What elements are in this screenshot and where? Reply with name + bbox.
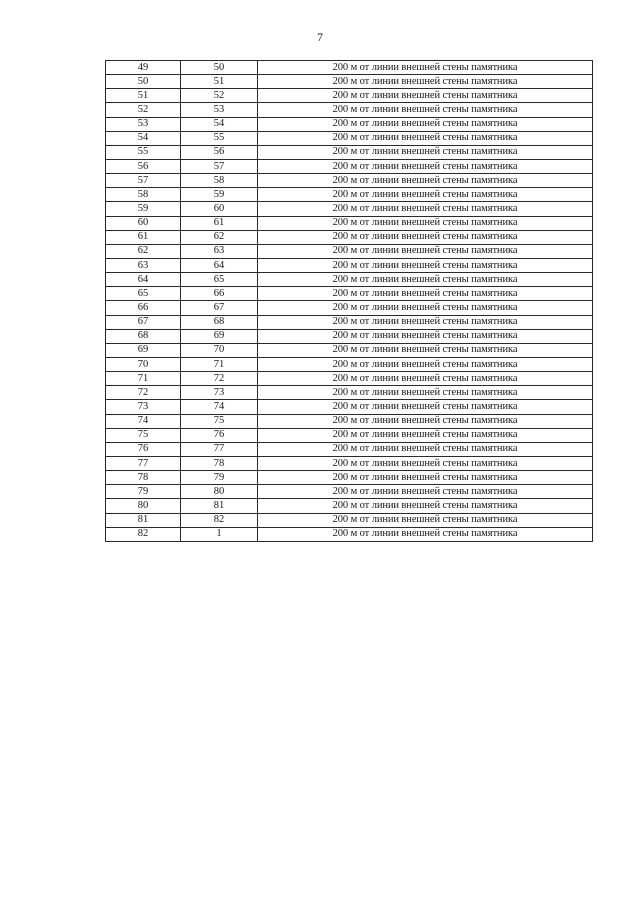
cell-boundary-description: 200 м от линии внешней стены памятника <box>258 386 593 400</box>
table-row <box>106 428 593 442</box>
cell-point-from: 69 <box>106 343 181 357</box>
cell-point-to: 82 <box>181 513 258 527</box>
cell-point-from: 53 <box>106 117 181 131</box>
cell-point-from: 62 <box>106 244 181 258</box>
cell-boundary-description: 200 м от линии внешней стены памятника <box>258 117 593 131</box>
cell-boundary-description: 200 м от линии внешней стены памятника <box>258 456 593 470</box>
table-row <box>106 89 593 103</box>
cell-point-to: 56 <box>181 145 258 159</box>
cell-point-to: 1 <box>181 527 258 541</box>
cell-point-to: 70 <box>181 343 258 357</box>
cell-point-to: 71 <box>181 357 258 371</box>
cell-point-from: 74 <box>106 414 181 428</box>
table-row <box>106 159 593 173</box>
table-row <box>106 329 593 343</box>
cell-point-to: 79 <box>181 471 258 485</box>
cell-boundary-description: 200 м от линии внешней стены памятника <box>258 301 593 315</box>
cell-boundary-description: 200 м от линии внешней стены памятника <box>258 103 593 117</box>
cell-boundary-description: 200 м от линии внешней стены памятника <box>258 188 593 202</box>
cell-point-from: 76 <box>106 442 181 456</box>
cell-point-from: 71 <box>106 372 181 386</box>
cell-point-to: 74 <box>181 400 258 414</box>
table-row <box>106 174 593 188</box>
cell-point-to: 59 <box>181 188 258 202</box>
cell-point-to: 67 <box>181 301 258 315</box>
cell-point-from: 57 <box>106 174 181 188</box>
cell-point-from: 81 <box>106 513 181 527</box>
cell-boundary-description: 200 м от линии внешней стены памятника <box>258 442 593 456</box>
table-body <box>106 61 593 542</box>
cell-point-to: 69 <box>181 329 258 343</box>
cell-point-from: 73 <box>106 400 181 414</box>
cell-point-to: 50 <box>181 61 258 75</box>
cell-boundary-description: 200 м от линии внешней стены памятника <box>258 471 593 485</box>
cell-boundary-description: 200 м от линии внешней стены памятника <box>258 89 593 103</box>
table-row <box>106 442 593 456</box>
cell-point-from: 58 <box>106 188 181 202</box>
table-row <box>106 287 593 301</box>
cell-boundary-description: 200 м от линии внешней стены памятника <box>258 499 593 513</box>
cell-point-from: 66 <box>106 301 181 315</box>
cell-boundary-description: 200 м от линии внешней стены памятника <box>258 428 593 442</box>
table-row <box>106 513 593 527</box>
table-row <box>106 273 593 287</box>
cell-point-from: 67 <box>106 315 181 329</box>
table-row <box>106 343 593 357</box>
cell-point-from: 49 <box>106 61 181 75</box>
cell-point-to: 75 <box>181 414 258 428</box>
table-row <box>106 485 593 499</box>
cell-point-from: 82 <box>106 527 181 541</box>
table-row <box>106 244 593 258</box>
cell-point-from: 75 <box>106 428 181 442</box>
cell-point-to: 54 <box>181 117 258 131</box>
table-row <box>106 216 593 230</box>
cell-boundary-description: 200 м от линии внешней стены памятника <box>258 527 593 541</box>
table-row <box>106 400 593 414</box>
table-row <box>106 315 593 329</box>
cell-point-from: 64 <box>106 273 181 287</box>
cell-point-to: 55 <box>181 131 258 145</box>
table-row <box>106 145 593 159</box>
cell-boundary-description: 200 м от линии внешней стены памятника <box>258 287 593 301</box>
cell-boundary-description: 200 м от линии внешней стены памятника <box>258 400 593 414</box>
cell-point-to: 68 <box>181 315 258 329</box>
cell-boundary-description: 200 м от линии внешней стены памятника <box>258 244 593 258</box>
cell-boundary-description: 200 м от линии внешней стены памятника <box>258 329 593 343</box>
cell-boundary-description: 200 м от линии внешней стены памятника <box>258 485 593 499</box>
table-row <box>106 188 593 202</box>
cell-boundary-description: 200 м от линии внешней стены памятника <box>258 131 593 145</box>
table-row <box>106 258 593 272</box>
cell-point-from: 59 <box>106 202 181 216</box>
cell-point-from: 50 <box>106 75 181 89</box>
cell-point-from: 63 <box>106 258 181 272</box>
table-row <box>106 414 593 428</box>
table-row <box>106 75 593 89</box>
cell-point-to: 76 <box>181 428 258 442</box>
table-row <box>106 202 593 216</box>
table-row <box>106 230 593 244</box>
cell-boundary-description: 200 м от линии внешней стены памятника <box>258 216 593 230</box>
cell-point-from: 78 <box>106 471 181 485</box>
table-row <box>106 471 593 485</box>
cell-point-from: 80 <box>106 499 181 513</box>
cell-boundary-description: 200 м от линии внешней стены памятника <box>258 414 593 428</box>
table-row <box>106 357 593 371</box>
cell-point-to: 73 <box>181 386 258 400</box>
cell-point-from: 51 <box>106 89 181 103</box>
cell-point-to: 72 <box>181 372 258 386</box>
table-row <box>106 386 593 400</box>
cell-boundary-description: 200 м от линии внешней стены памятника <box>258 513 593 527</box>
cell-boundary-description: 200 м от линии внешней стены памятника <box>258 230 593 244</box>
cell-point-from: 70 <box>106 357 181 371</box>
table-row <box>106 117 593 131</box>
cell-boundary-description: 200 м от линии внешней стены памятника <box>258 174 593 188</box>
table-row <box>106 301 593 315</box>
cell-point-from: 72 <box>106 386 181 400</box>
cell-point-to: 57 <box>181 159 258 173</box>
cell-boundary-description: 200 м от линии внешней стены памятника <box>258 61 593 75</box>
table-row <box>106 527 593 541</box>
cell-boundary-description: 200 м от линии внешней стены памятника <box>258 372 593 386</box>
cell-point-from: 54 <box>106 131 181 145</box>
cell-boundary-description: 200 м от линии внешней стены памятника <box>258 202 593 216</box>
cell-point-from: 77 <box>106 456 181 470</box>
cell-point-from: 61 <box>106 230 181 244</box>
cell-point-to: 60 <box>181 202 258 216</box>
cell-boundary-description: 200 м от линии внешней стены памятника <box>258 357 593 371</box>
cell-point-to: 80 <box>181 485 258 499</box>
cell-point-to: 52 <box>181 89 258 103</box>
cell-point-to: 51 <box>181 75 258 89</box>
cell-point-to: 58 <box>181 174 258 188</box>
table-row <box>106 131 593 145</box>
cell-point-from: 79 <box>106 485 181 499</box>
cell-point-from: 65 <box>106 287 181 301</box>
cell-point-from: 60 <box>106 216 181 230</box>
cell-point-from: 56 <box>106 159 181 173</box>
cell-point-to: 66 <box>181 287 258 301</box>
cell-point-from: 68 <box>106 329 181 343</box>
cell-boundary-description: 200 м от линии внешней стены памятника <box>258 273 593 287</box>
cell-point-to: 78 <box>181 456 258 470</box>
cell-point-to: 81 <box>181 499 258 513</box>
cell-point-to: 64 <box>181 258 258 272</box>
table-row <box>106 372 593 386</box>
cell-boundary-description: 200 м от линии внешней стены памятника <box>258 159 593 173</box>
cell-boundary-description: 200 м от линии внешней стены памятника <box>258 258 593 272</box>
cell-boundary-description: 200 м от линии внешней стены памятника <box>258 145 593 159</box>
cell-point-from: 55 <box>106 145 181 159</box>
cell-point-to: 53 <box>181 103 258 117</box>
cell-point-from: 52 <box>106 103 181 117</box>
cell-point-to: 65 <box>181 273 258 287</box>
table-row <box>106 456 593 470</box>
cell-point-to: 63 <box>181 244 258 258</box>
cell-boundary-description: 200 м от линии внешней стены памятника <box>258 75 593 89</box>
cell-boundary-description: 200 м от линии внешней стены памятника <box>258 343 593 357</box>
cell-point-to: 77 <box>181 442 258 456</box>
cell-point-to: 62 <box>181 230 258 244</box>
boundary-points-table <box>105 60 593 542</box>
cell-boundary-description: 200 м от линии внешней стены памятника <box>258 315 593 329</box>
table-row <box>106 61 593 75</box>
table-row <box>106 499 593 513</box>
cell-point-to: 61 <box>181 216 258 230</box>
page-number: 7 <box>317 30 323 44</box>
table-row <box>106 103 593 117</box>
